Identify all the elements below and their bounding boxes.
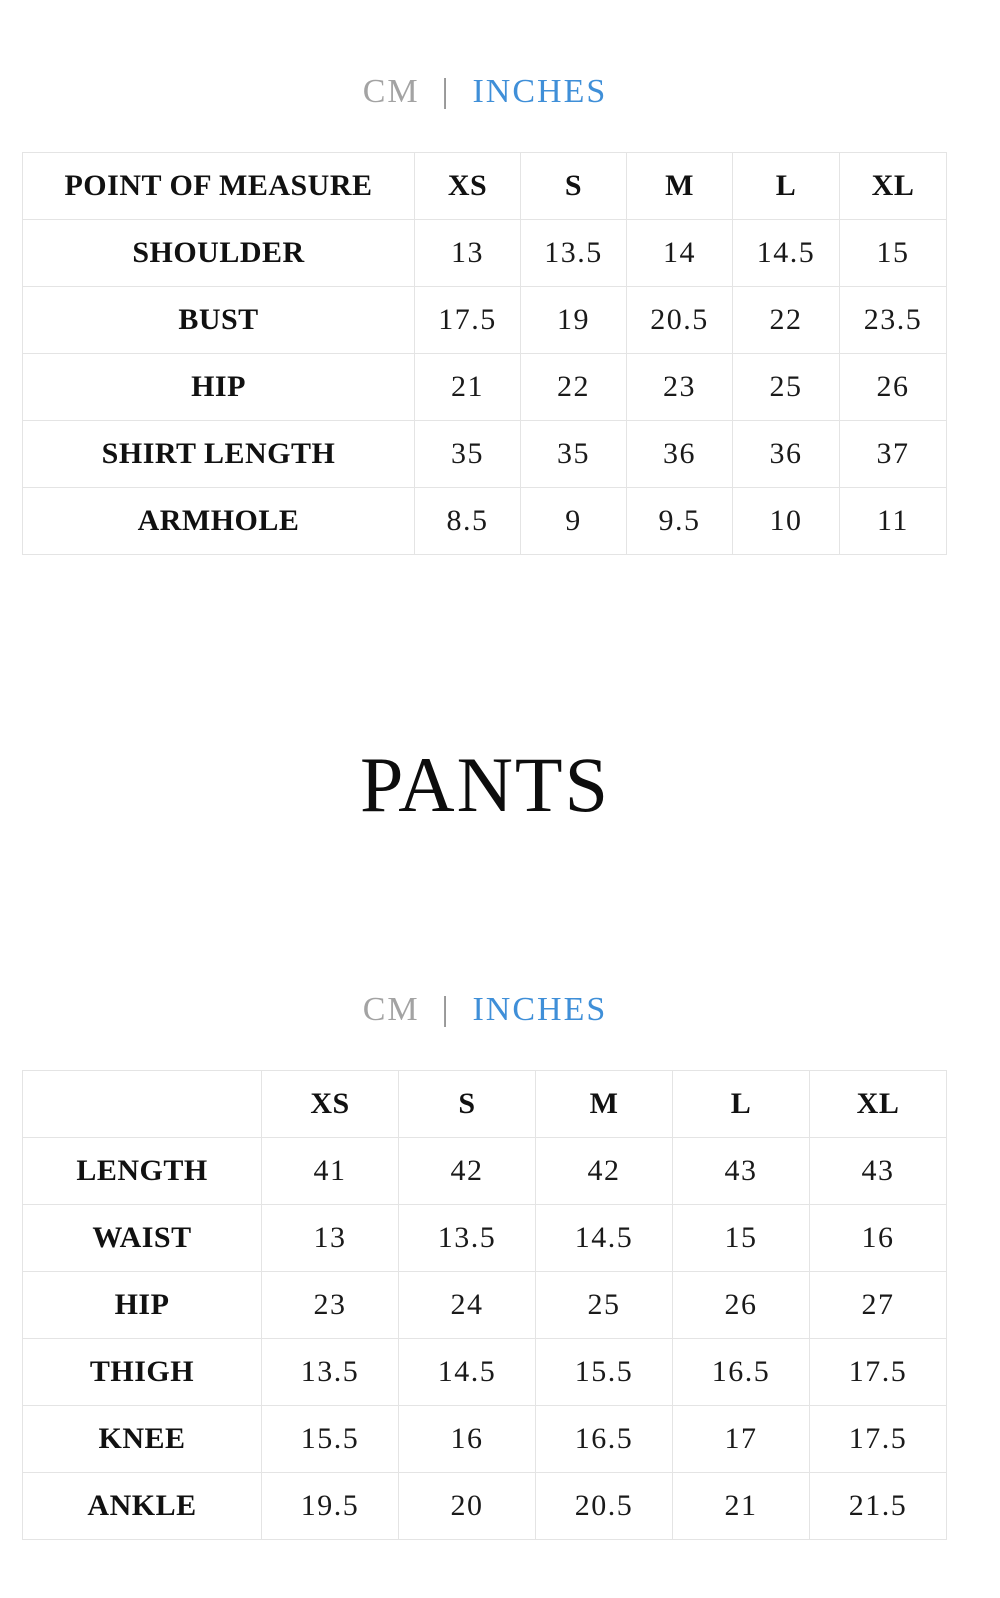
measurement-cell: 14.5	[399, 1339, 536, 1406]
table-row	[23, 354, 947, 421]
table-row	[23, 488, 947, 555]
pants-section-title: PANTS	[360, 741, 610, 828]
header-cell-size-xs: XS	[415, 153, 521, 220]
header-cell-size-l: L	[733, 153, 840, 220]
table-row	[23, 1138, 947, 1205]
measurement-cell: 36	[733, 421, 840, 488]
shirt-unit-separator: |	[441, 73, 451, 110]
measurement-cell: 21	[415, 354, 521, 421]
measurement-cell: 27	[810, 1272, 947, 1339]
measurement-cell: 23.5	[840, 287, 947, 354]
header-cell-size-xl: XL	[810, 1071, 947, 1138]
pants-unit-cm-option[interactable]: CM	[362, 991, 420, 1028]
pants-unit-separator: |	[441, 991, 451, 1028]
header-cell-size-m: M	[536, 1071, 673, 1138]
measurement-cell: 17	[673, 1406, 810, 1473]
measurement-cell: 42	[399, 1138, 536, 1205]
row-label: LENGTH	[23, 1138, 262, 1205]
row-label: SHOULDER	[23, 220, 415, 287]
table-row	[23, 287, 947, 354]
row-label: THIGH	[23, 1339, 262, 1406]
table-row	[23, 1473, 947, 1540]
measurement-cell: 41	[262, 1138, 399, 1205]
measurement-cell: 23	[627, 354, 733, 421]
table-header-row	[23, 153, 947, 220]
header-cell-size-s: S	[521, 153, 627, 220]
shirt-unit-cm-option[interactable]: CM	[362, 73, 420, 110]
row-label: BUST	[23, 287, 415, 354]
measurement-cell: 16.5	[536, 1406, 673, 1473]
measurement-cell: 36	[627, 421, 733, 488]
row-label: WAIST	[23, 1205, 262, 1272]
header-cell-size-l: L	[673, 1071, 810, 1138]
measurement-cell: 25	[733, 354, 840, 421]
measurement-cell: 14	[627, 220, 733, 287]
pants-unit-inches-option[interactable]: INCHES	[472, 991, 608, 1028]
measurement-cell: 11	[840, 488, 947, 555]
measurement-cell: 16	[399, 1406, 536, 1473]
measurement-cell: 14.5	[536, 1205, 673, 1272]
measurement-cell: 20	[399, 1473, 536, 1540]
measurement-cell: 17.5	[810, 1406, 947, 1473]
measurement-cell: 19.5	[262, 1473, 399, 1540]
table-row	[23, 421, 947, 488]
measurement-cell: 13.5	[399, 1205, 536, 1272]
measurement-cell: 35	[415, 421, 521, 488]
row-label: ANKLE	[23, 1473, 262, 1540]
measurement-cell: 43	[673, 1138, 810, 1205]
measurement-cell: 15	[673, 1205, 810, 1272]
table-row	[23, 1205, 947, 1272]
measurement-cell: 17.5	[415, 287, 521, 354]
measurement-cell: 16	[810, 1205, 947, 1272]
measurement-cell: 13	[415, 220, 521, 287]
measurement-cell: 35	[521, 421, 627, 488]
header-cell-measure: POINT OF MEASURE	[23, 153, 415, 220]
measurement-cell: 20.5	[536, 1473, 673, 1540]
measurement-cell: 13.5	[262, 1339, 399, 1406]
row-label: HIP	[23, 1272, 262, 1339]
measurement-cell: 37	[840, 421, 947, 488]
measurement-cell: 42	[536, 1138, 673, 1205]
header-cell-size-m: M	[627, 153, 733, 220]
measurement-cell: 13.5	[521, 220, 627, 287]
header-cell-size-s: S	[399, 1071, 536, 1138]
measurement-cell: 20.5	[627, 287, 733, 354]
table-row	[23, 1406, 947, 1473]
measurement-cell: 26	[840, 354, 947, 421]
row-label: HIP	[23, 354, 415, 421]
shirt-unit-toggle	[0, 72, 970, 112]
measurement-cell: 17.5	[810, 1339, 947, 1406]
measurement-cell: 25	[536, 1272, 673, 1339]
measurement-cell: 16.5	[673, 1339, 810, 1406]
measurement-cell: 21.5	[810, 1473, 947, 1540]
measurement-cell: 21	[673, 1473, 810, 1540]
table-row	[23, 220, 947, 287]
measurement-cell: 8.5	[415, 488, 521, 555]
header-cell-size-xs: XS	[262, 1071, 399, 1138]
measurement-cell: 24	[399, 1272, 536, 1339]
measurement-cell: 22	[521, 354, 627, 421]
table-row	[23, 1339, 947, 1406]
row-label: ARMHOLE	[23, 488, 415, 555]
measurement-cell: 15	[840, 220, 947, 287]
measurement-cell: 43	[810, 1138, 947, 1205]
shirt-size-table	[22, 152, 947, 555]
measurement-cell: 13	[262, 1205, 399, 1272]
row-label: KNEE	[23, 1406, 262, 1473]
measurement-cell: 14.5	[733, 220, 840, 287]
shirt-unit-inches-option[interactable]: INCHES	[472, 73, 608, 110]
pants-unit-toggle	[0, 990, 970, 1030]
measurement-cell: 15.5	[262, 1406, 399, 1473]
table-row	[23, 1272, 947, 1339]
header-cell-size-xl: XL	[840, 153, 947, 220]
measurement-cell: 15.5	[536, 1339, 673, 1406]
pants-size-table	[22, 1070, 947, 1540]
measurement-cell: 19	[521, 287, 627, 354]
measurement-cell: 26	[673, 1272, 810, 1339]
measurement-cell: 22	[733, 287, 840, 354]
measurement-cell: 23	[262, 1272, 399, 1339]
header-cell-measure	[23, 1071, 262, 1138]
measurement-cell: 9	[521, 488, 627, 555]
measurement-cell: 10	[733, 488, 840, 555]
row-label: SHIRT LENGTH	[23, 421, 415, 488]
measurement-cell: 9.5	[627, 488, 733, 555]
table-header-row	[23, 1071, 947, 1138]
